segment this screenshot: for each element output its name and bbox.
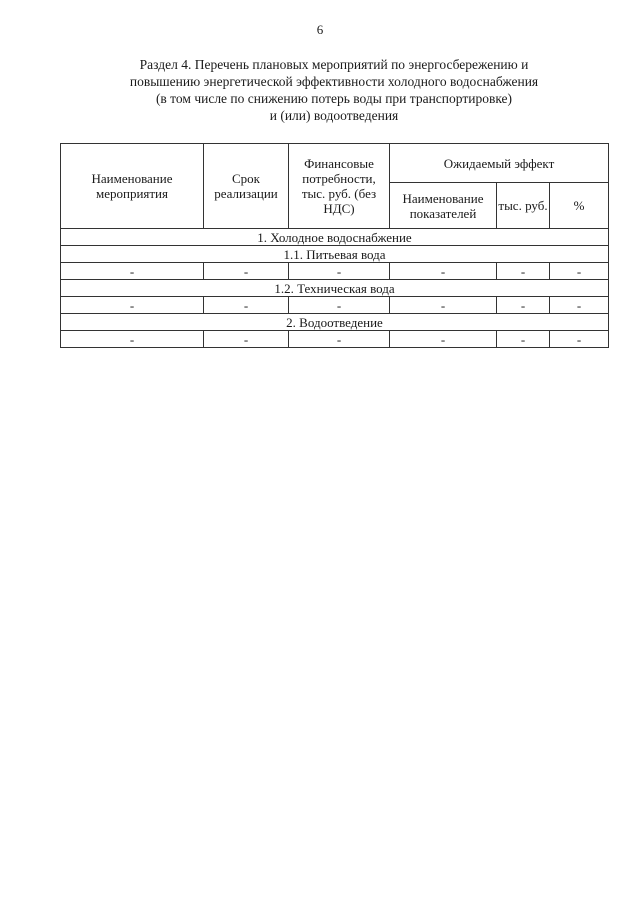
heading-line-4: и (или) водоотведения — [269, 108, 399, 123]
table-cell: - — [550, 263, 609, 280]
section-wastewater: 2. Водоотведение — [61, 314, 609, 331]
table-row — [61, 331, 609, 348]
header-indicator-name: Наименование показателей — [390, 183, 497, 229]
table-cell: - — [289, 297, 390, 314]
section-technical-water: 1.2. Техническая вода — [61, 280, 609, 297]
heading-line-1: Раздел 4. Перечень плановых мероприятий по энергосбережению и — [139, 57, 529, 72]
section-cold-water: 1. Холодное водоснабжение — [61, 229, 609, 246]
table-cell: - — [550, 331, 609, 348]
table-cell: - — [204, 331, 289, 348]
table-row — [61, 297, 609, 314]
section-heading — [60, 56, 608, 124]
heading-line-3: (в том числе по снижению потерь воды при транспортировке) — [155, 91, 513, 106]
table-cell: - — [289, 331, 390, 348]
table-cell: - — [61, 331, 204, 348]
header-finance: Финансовые потребности, тыс. руб. (без НДС) — [289, 144, 390, 229]
table-cell: - — [204, 263, 289, 280]
table-cell: - — [289, 263, 390, 280]
measures-table — [60, 143, 609, 348]
table-cell: - — [390, 263, 497, 280]
table-cell: - — [61, 297, 204, 314]
table-cell: - — [497, 297, 550, 314]
table-cell: - — [497, 331, 550, 348]
header-expected-effect: Ожидаемый эффект — [390, 144, 609, 183]
heading-line-2: повышению энергетической эффективности холодного водоснабжения — [129, 74, 539, 89]
table-cell: - — [390, 331, 497, 348]
table-row — [61, 263, 609, 280]
section-drinking-water: 1.1. Питьевая вода — [61, 246, 609, 263]
header-percent: % — [550, 183, 609, 229]
table-cell: - — [497, 263, 550, 280]
table-cell: - — [61, 263, 204, 280]
page-number: 6 — [316, 22, 324, 37]
table-cell: - — [390, 297, 497, 314]
header-measure-name: Наименование мероприятия — [61, 144, 204, 229]
table-cell: - — [204, 297, 289, 314]
header-thousand-rub: тыс. руб. — [497, 183, 550, 229]
header-term: Срок реализации — [204, 144, 289, 229]
table-cell: - — [550, 297, 609, 314]
